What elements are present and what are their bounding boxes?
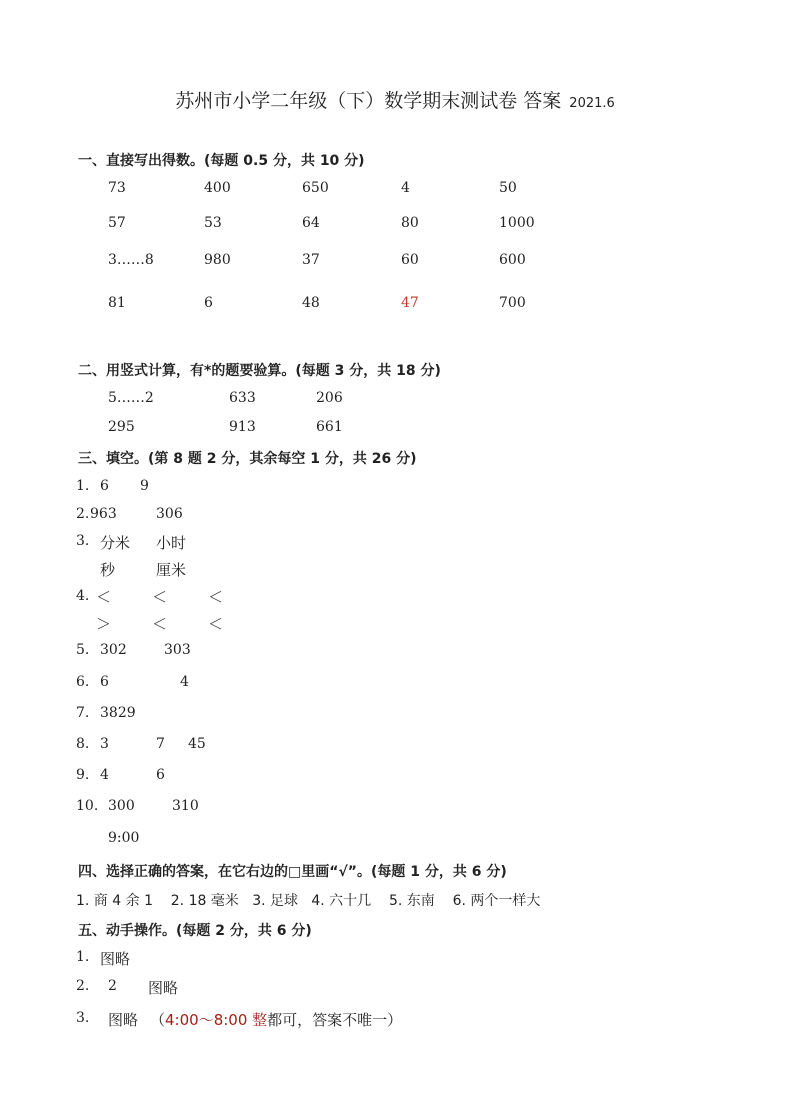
comparison-sign: ＜ <box>208 588 224 606</box>
answer: 7 <box>156 736 165 752</box>
answer: 45 <box>188 736 206 752</box>
answer: 3 <box>100 736 109 752</box>
s1-cell: 64 <box>302 215 320 231</box>
q-number: 5. <box>76 642 90 658</box>
section3-heading: 三、填空。(第 8 题 2 分，其余每空 1 分，共 26 分) <box>78 451 417 467</box>
comparison-sign: ＞ <box>96 615 112 633</box>
answer: 6 <box>100 674 109 690</box>
answer: 4 <box>180 674 189 690</box>
s2-cell: 206 <box>316 390 343 406</box>
answer: 310 <box>172 798 199 814</box>
answer: 4 <box>100 767 109 783</box>
note-open: （ <box>150 1011 166 1029</box>
answer: 300 <box>108 798 135 814</box>
s1-cell: 3……8 <box>108 252 154 268</box>
note-rest: 都可，答案不唯一） <box>267 1011 403 1029</box>
section2-heading: 二、用竖式计算，有*的题要验算。(每题 3 分，共 18 分) <box>78 363 441 379</box>
q-number: 9. <box>76 767 90 783</box>
section4-heading: 四、选择正确的答案，在它右边的□里画“√”。(每题 1 分，共 6 分) <box>78 864 507 880</box>
s1-cell: 60 <box>401 252 419 268</box>
answer: 分米 <box>100 534 131 552</box>
s1-cell: 48 <box>302 295 320 311</box>
answer: 9:00 <box>108 830 140 846</box>
s1-cell: 1000 <box>499 215 535 231</box>
answer: 小时 <box>156 534 187 552</box>
s1-cell: 4 <box>401 180 410 196</box>
s1-cell-highlight: 47 <box>401 295 419 311</box>
s1-cell: 400 <box>204 180 231 196</box>
s2-cell: 295 <box>108 419 135 435</box>
page-title <box>0 86 790 113</box>
s1-cell: 980 <box>204 252 231 268</box>
q-number: 2. <box>76 506 90 522</box>
comparison-sign: ＜ <box>152 615 168 633</box>
s1-cell: 53 <box>204 215 222 231</box>
q-number: 10. <box>76 798 99 814</box>
q-number: 6. <box>76 674 90 690</box>
q-number: 4. <box>76 588 90 604</box>
s1-cell: 37 <box>302 252 320 268</box>
section1-heading: 一、直接写出得数。(每题 0.5 分，共 10 分) <box>78 153 365 169</box>
q-number: 3. <box>76 1010 90 1026</box>
s1-cell: 73 <box>108 180 126 196</box>
s2-cell: 913 <box>229 419 256 435</box>
s1-cell: 50 <box>499 180 517 196</box>
s1-cell: 600 <box>499 252 526 268</box>
s1-cell: 650 <box>302 180 329 196</box>
answer: 6 <box>100 478 109 494</box>
s2-cell: 633 <box>229 390 256 406</box>
s1-cell: 57 <box>108 215 126 231</box>
note <box>150 1009 402 1030</box>
q-number: 1. <box>76 949 90 965</box>
answer: 3829 <box>100 705 136 721</box>
answer: 306 <box>156 506 183 522</box>
s2-cell: 5……2 <box>108 390 154 406</box>
q-number: 2. <box>76 978 90 994</box>
comparison-sign: ＜ <box>152 588 168 606</box>
section4-answers: 1. 商 4 余 1 2. 18 毫米 3. 足球 4. 六十几 5. 东南 6. 两个一样大 <box>76 893 541 909</box>
s1-cell: 6 <box>204 295 213 311</box>
answer: 303 <box>164 642 191 658</box>
title-year: 2021.6 <box>569 96 615 111</box>
note-time-range: 4:00～8:00 整 <box>165 1011 268 1029</box>
answer: 图略 <box>108 1011 139 1029</box>
section5-heading: 五、动手操作。(每题 2 分，共 6 分) <box>78 923 312 939</box>
q-number: 3. <box>76 533 90 549</box>
comparison-sign: ＜ <box>208 615 224 633</box>
answer: 2 <box>108 978 117 994</box>
q-number: 1. <box>76 478 90 494</box>
q-number: 7. <box>76 705 90 721</box>
s2-cell: 661 <box>316 419 343 435</box>
answer: 302 <box>100 642 127 658</box>
answer: 9 <box>140 478 149 494</box>
answer: 963 <box>90 506 117 522</box>
answer: 图略 <box>100 950 131 968</box>
answer: 秒 <box>100 561 116 579</box>
s1-cell: 700 <box>499 295 526 311</box>
comparison-sign: ＜ <box>96 588 112 606</box>
s1-cell: 80 <box>401 215 419 231</box>
q-number: 8. <box>76 736 90 752</box>
answer: 图略 <box>148 979 179 997</box>
answer: 6 <box>156 767 165 783</box>
answer: 厘米 <box>156 561 187 579</box>
s1-cell: 81 <box>108 295 126 311</box>
title-text: 苏州市小学二年级（下）数学期末测试卷 答案 <box>175 90 562 112</box>
